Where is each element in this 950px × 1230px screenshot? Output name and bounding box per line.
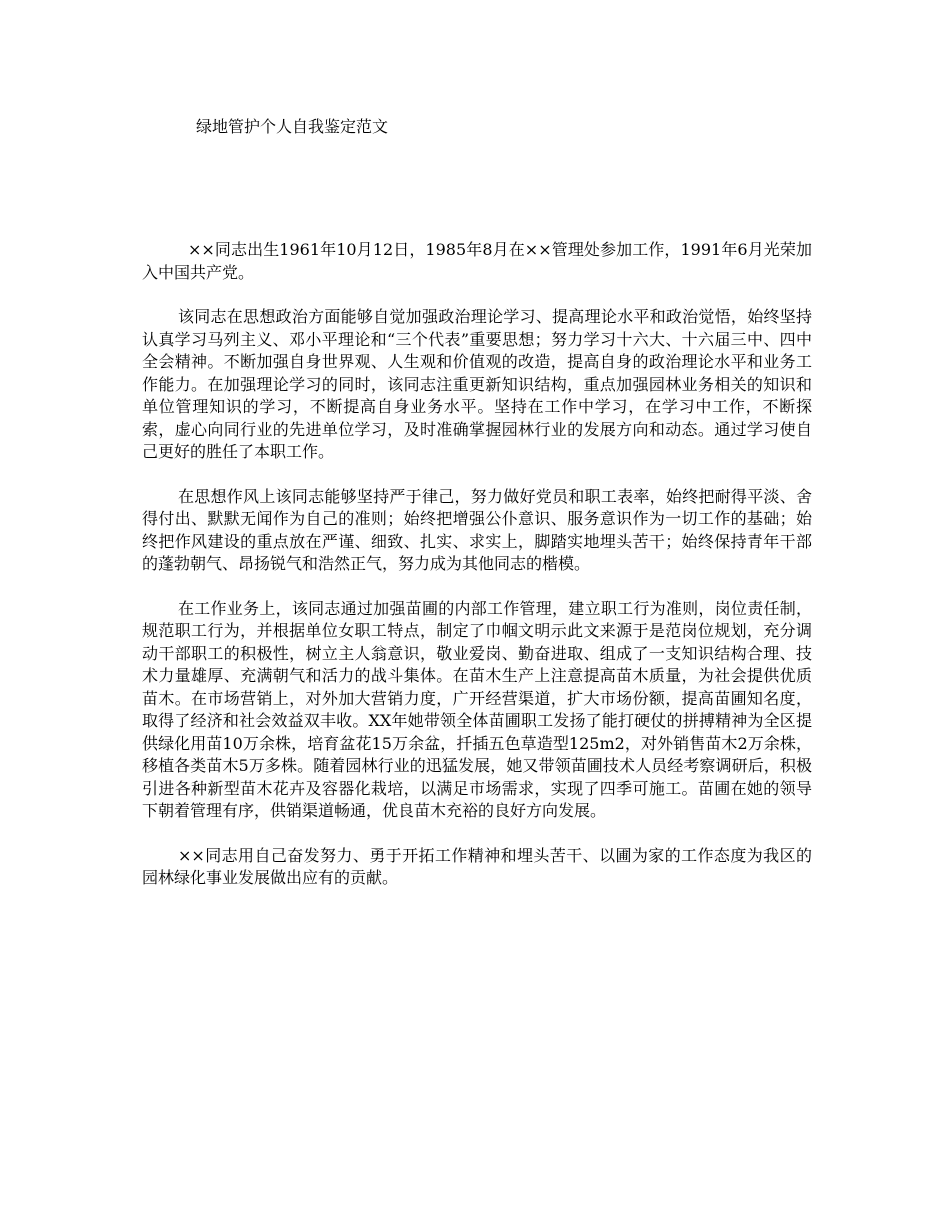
paragraph-work-style: 在思想作风上该同志能够坚持严于律己，努力做好党员和职工表率，始终把耐得平淡、舍得付出、默默无闻作为自己的准则；始终把增强公仆意识、服务意识作为一切工作的基础；始终把作风建设的重点放在严谨、细致、扎实、求实上，脚踏实地埋头苦干；始终保持青年干部的蓬勃朝气、昂扬锐气和浩然正气，努力成为其他同志的楷模。 bbox=[142, 486, 812, 573]
paragraph-political-study: 该同志在思想政治方面能够自觉加强政治理论学习、提高理论水平和政治觉悟，始终坚持认真学习马列主义、邓小平理论和“三个代表”重要思想；努力学习十六大、十六届三中、四中全会精神。不断加强自身世界观、人生观和价值观的改造，提高自身的政治理论水平和业务工作能力。在加强理论学习的同时，该同志注重更新知识结构，重点加强园林业务相关的知识和单位管理知识的学习，不断提高自身业务水平。坚持在工作中学习，在学习中工作，不断探索，虚心向同行业的先进单位学习，及时准确掌握园林行业的发展方向和动态。通过学习使自己更好的胜任了本职工作。 bbox=[142, 307, 812, 461]
paragraph-conclusion: ××同志用自己奋发努力、勇于开拓工作精神和埋头苦干、以圃为家的工作态度为我区的园林绿化事业发展做出应有的贡献。 bbox=[142, 845, 812, 887]
paragraph-work-business: 在工作业务上，该同志通过加强苗圃的内部工作管理，建立职工行为准则，岗位责任制，规范职工行为，并根据单位女职工特点，制定了巾帼文明示此文来源于是范岗位规划，充分调动干部职工的积极性，树立主人翁意识，敬业爱岗、勤奋进取、组成了一支知识结构合理、技术力量雄厚、充满朝气和活力的战斗集体。在苗木生产上注意提高苗木质量，为社会提供优质苗木。在市场营销上，对外加大营销力度，广开经营渠道，扩大市场份额，提高苗圃知名度，取得了经济和社会效益双丰收。XX年她带领全体苗圃职工发扬了能打硬仗的拼搏精神为全区提供绿化用苗10万余株，培育盆花15万余盆，扦插五色草造型125m2，对外销售苗木2万余株，移植各类苗木5万多株。随着园林行业的迅猛发展，她又带领苗圃技术人员经考察调研后，积极引进各种新型苗木花卉及容器化栽培，以满足市场需求，实现了四季可施工。苗圃在她的领导下朝着管理有序，供销渠道畅通，优良苗木充裕的良好方向发展。 bbox=[142, 598, 812, 820]
document-title: 绿地管护个人自我鉴定范文 bbox=[196, 117, 389, 136]
paragraph-intro: ××同志出生1961年10月12日，1985年8月在××管理处参加工作，1991年6月光荣加入中国共产党。 bbox=[142, 240, 812, 282]
document-body bbox=[142, 239, 812, 912]
